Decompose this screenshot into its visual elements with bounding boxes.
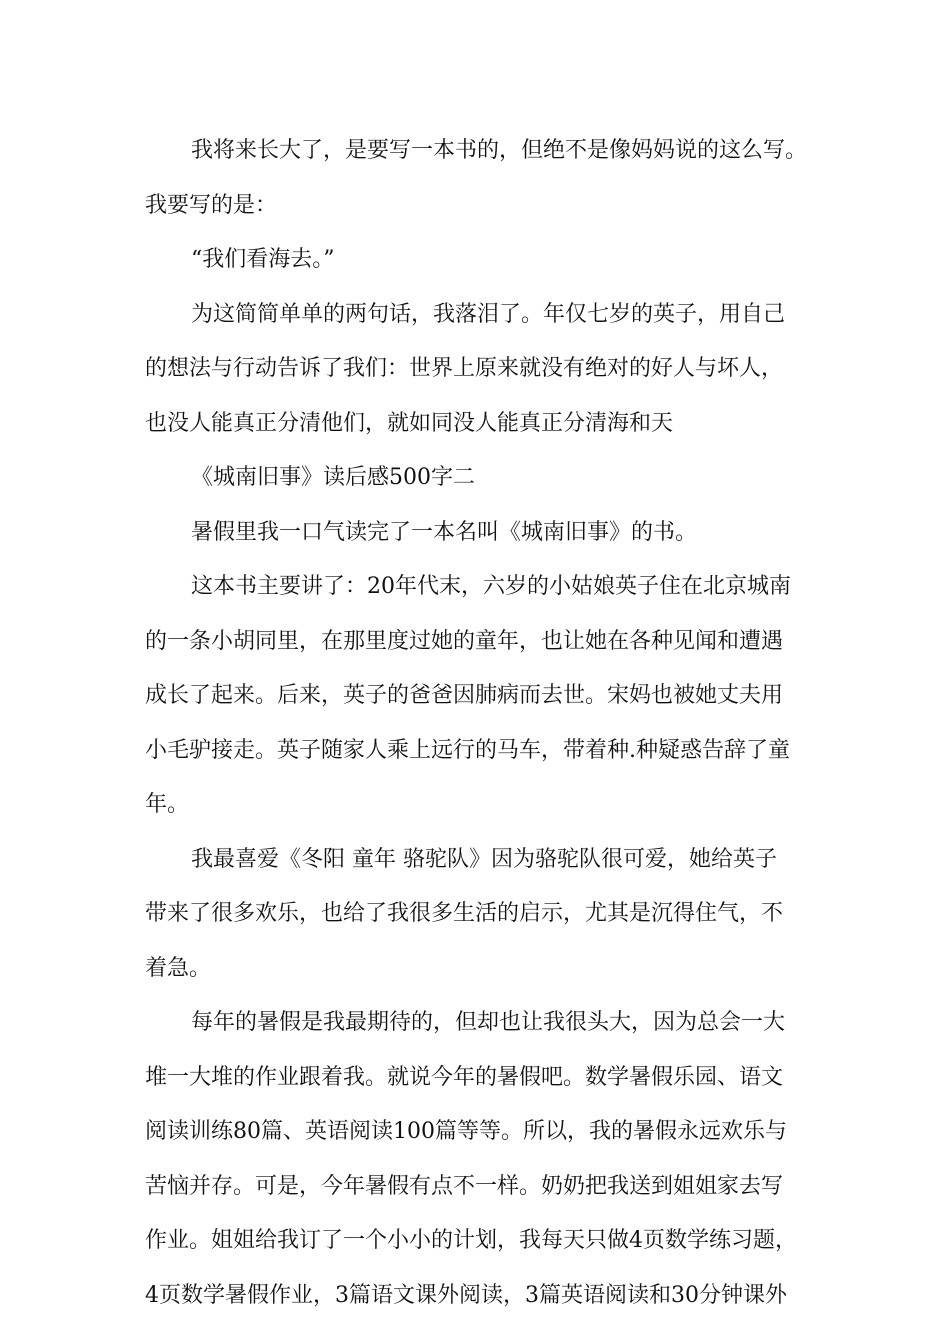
text-line: 带来了很多欢乐，也给了我很多生活的启示，尤其是沉得住气，不 [145,901,784,926]
text-line: 成长了起来。后来，英子的爸爸因肺病而去世。宋妈也被她丈夫用 [145,683,784,708]
text-line: 小毛驴接走。英子随家人乘上远行的马车，带着种.种疑惑告辞了童 [145,737,790,763]
text-line: 阅读训练80篇、英语阅读100篇等等。所以，我的暑假永远欢乐与 [145,1119,787,1144]
text-line: 这本书主要讲了：20年代末，六岁的小姑娘英子住在北京城南 [191,574,791,599]
document-body [145,124,825,1323]
text-line: 4页数学暑假作业，3篇语文课外阅读，3篇英语阅读和30分钟课外 [145,1282,787,1308]
text-line: 年。 [145,792,190,817]
text-line: 苦恼并存。可是，今年暑假有点不一样。奶奶把我送到姐姐家去写 [145,1173,784,1199]
text-line: 暑假里我一口气读完了一本名叫《城南旧事》的书。 [191,519,698,545]
text-line: 每年的暑假是我最期待的，但却也让我很头大，因为总会一大 [191,1010,786,1035]
text-line: 我将来长大了，是要写一本书的，但绝不是像妈妈说的这么写。 [191,138,808,163]
text-line: 为这简简单单的两句话，我落泪了。年仅七岁的英子，用自己 [191,301,786,327]
text-line: 着急。 [145,955,212,981]
text-line: 我要写的是： [145,192,278,218]
text-line: 堆一大堆的作业跟着我。就说今年的暑假吧。数学暑假乐园、语文 [145,1064,784,1090]
section-heading: 《城南旧事》读后感500字二 [191,465,475,490]
text-line: 作业。姐姐给我订了一个小小的计划，我每天只做4页数学练习题， [145,1228,797,1253]
text-line: “我们看海去。” [191,247,335,272]
text-line: 的一条小胡同里，在那里度过她的童年，也让她在各种见闻和遭遇 [145,628,784,654]
text-line: 我最喜爱《冬阳 童年 骆驼队》因为骆驼队很可爱，她给英子 [191,846,777,872]
text-line: 的想法与行动告诉了我们：世界上原来就没有绝对的好人与坏人， [145,356,784,381]
text-line: 也没人能真正分清他们，就如同没人能真正分清海和天 [145,410,674,436]
